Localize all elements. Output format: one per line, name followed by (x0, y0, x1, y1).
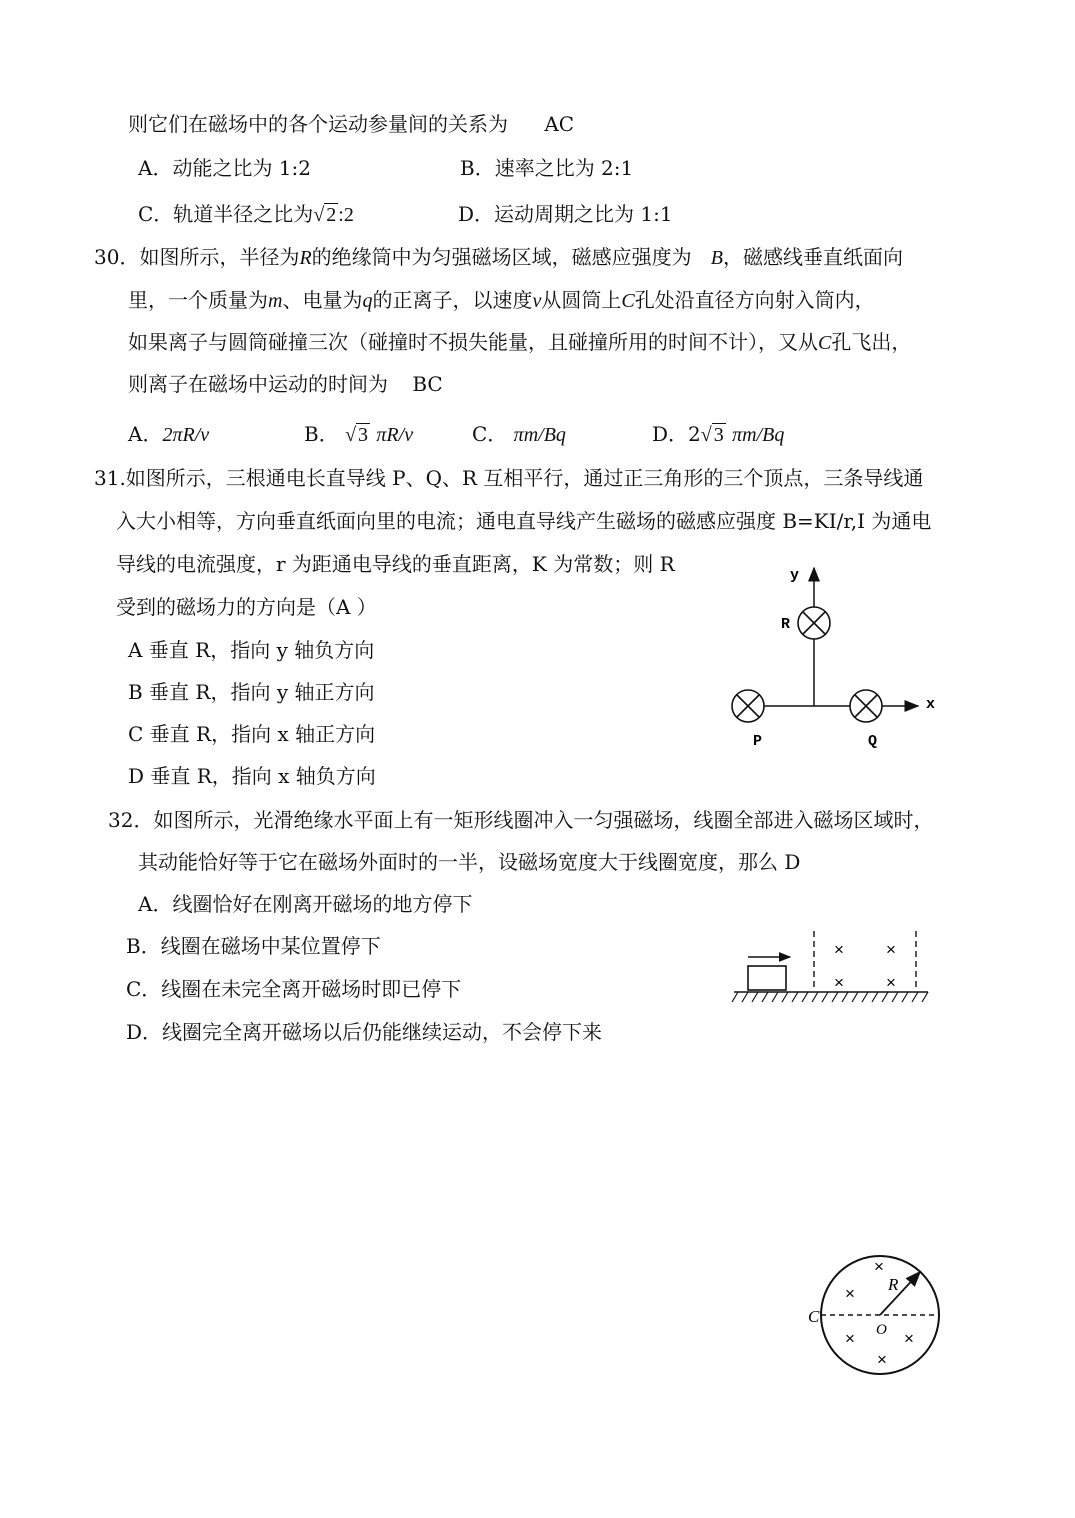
wire-Q-label: Q (868, 733, 878, 750)
q32-line1: 32．如图所示，光滑绝缘水平面上有一矩形线圈冲入一匀强磁场，线圈全部进入磁场区域时， (108, 808, 934, 832)
x-axis-label: x (926, 696, 936, 713)
q31-wire-figure (720, 560, 950, 760)
hole-C-label: C (808, 1307, 820, 1326)
q30-option-c (472, 420, 566, 449)
var-C: C (621, 290, 635, 312)
sqrt-symbol: √ (345, 424, 357, 446)
q30-option-a (128, 420, 209, 449)
q31-line3: 导线的电流强度，r 为距通电导线的垂直距离，K 为常数；则 R (116, 552, 675, 576)
option-expr: 2πR/v (162, 424, 210, 446)
q30-text: 的正离子，以速度 (372, 288, 533, 312)
field-cross-icon: × (834, 940, 844, 959)
q30-text: 里，一个质量为 (128, 288, 268, 312)
q30-text: 30．如图所示，半径为 (94, 245, 300, 269)
wire-R-icon (798, 607, 830, 639)
var-m: m (268, 290, 283, 312)
option-label: C． (472, 422, 508, 446)
q30-answer: BC (412, 372, 443, 396)
sqrt-symbol: √ (700, 424, 712, 446)
q29-option-b: B．速率之比为 2:1 (460, 156, 634, 180)
q30-text: 从圆筒上 (541, 288, 622, 312)
q30-line3 (128, 328, 911, 357)
var-C: C (818, 332, 832, 354)
sqrt-symbol: √ (313, 204, 325, 226)
radius-label: R (888, 1275, 899, 1294)
field-cross-icon: × (874, 1257, 884, 1276)
q31-option-b: B 垂直 R，指向 y 轴正方向 (128, 680, 375, 704)
q31-option-a: A 垂直 R，指向 y 轴负方向 (128, 638, 375, 662)
q30-text: 则离子在磁场中运动的时间为 (128, 372, 388, 396)
q30-text: 如果离子与圆筒碰撞三次（碰撞时不损失能量，且碰撞所用的时间不计），又从 (128, 330, 818, 354)
q29-stem-text: 则它们在磁场中的各个运动参量间的关系为 (128, 112, 508, 136)
q31-line2: 入大小相等，方向垂直纸面向里的电流；通电直导线产生磁场的磁感应强度 B=KI/r,I 为通电 (116, 509, 932, 533)
option-expr: πR/v (376, 424, 414, 446)
option-expr: πm/Bq (513, 424, 566, 446)
wire-P-icon (732, 690, 764, 722)
q31-option-c: C 垂直 R，指向 x 轴正方向 (128, 722, 376, 746)
radicand: 3 (358, 424, 369, 446)
q29-option-d: D．运动周期之比为 1:1 (458, 202, 673, 226)
q30-option-b (304, 420, 413, 449)
field-cross-icon: × (877, 1350, 887, 1369)
q31-line1: 31.如图所示，三根通电长直导线 P、Q、R 互相平行，通过正三角形的三个顶点，三条导线通 (94, 466, 924, 490)
option-label: B． (304, 422, 339, 446)
option-label: A． (128, 422, 163, 446)
field-cross-icon: × (845, 1284, 855, 1303)
q32-coil-figure (728, 925, 938, 1010)
q32-option-b: B．线圈在磁场中某位置停下 (126, 934, 381, 958)
q31-line4: 受到的磁场力的方向是（A ） (116, 595, 377, 619)
q30-cylinder-figure (800, 1248, 960, 1383)
var-R: R (299, 247, 312, 269)
q29-option-c (138, 200, 354, 229)
wire-R-label: R (781, 616, 791, 633)
q30-line4 (128, 370, 443, 398)
q30-text: 、电量为 (282, 288, 363, 312)
coil-rect (748, 966, 786, 990)
field-cross-icon: × (904, 1329, 914, 1348)
q30-text: 孔处沿直径方向射入筒内， (634, 288, 875, 312)
q30-text: ，磁感线垂直纸面向 (722, 245, 903, 269)
ground-hatch (732, 992, 928, 1002)
var-B: B (710, 247, 723, 269)
q29-stem (128, 110, 574, 138)
q30-option-d (652, 420, 784, 449)
q30-text: 孔飞出， (831, 330, 912, 354)
wire-P-label: P (753, 733, 763, 750)
q30-line2 (128, 286, 875, 315)
q30-line1 (94, 243, 903, 272)
radicand: 3 (713, 424, 724, 446)
q32-option-c: C．线圈在未完全离开磁场时即已停下 (126, 977, 462, 1001)
q29-option-c-suffix: :2 (338, 204, 354, 226)
var-v: v (532, 290, 542, 312)
y-axis-label: y (790, 567, 800, 584)
q29-option-a: A．动能之比为 1:2 (138, 156, 311, 180)
var-q: q (362, 290, 373, 312)
q29-option-c-text: C．轨道半径之比为 (138, 202, 314, 226)
q32-option-a: A．线圈恰好在刚离开磁场的地方停下 (138, 892, 473, 916)
option-label: D．2 (652, 422, 701, 446)
q30-text: 的绝缘筒中为匀强磁场区域，磁感应强度为 (311, 245, 692, 269)
center-O-label: O (876, 1322, 887, 1338)
q31-option-d: D 垂直 R，指向 x 轴负方向 (128, 764, 376, 788)
q29-answer: AC (544, 112, 575, 136)
field-cross-icon: × (845, 1329, 855, 1348)
option-expr: πm/Bq (732, 424, 785, 446)
wire-Q-icon (850, 690, 882, 722)
q32-option-d: D．线圈完全离开磁场以后仍能继续运动，不会停下来 (126, 1020, 603, 1044)
field-cross-icon: × (886, 940, 896, 959)
q29-option-c-radicand: 2 (326, 204, 337, 226)
q32-line2: 其动能恰好等于它在磁场外面时的一半，设磁场宽度大于线圈宽度，那么 D (138, 850, 801, 874)
field-cross-icon: × (834, 973, 844, 992)
field-cross-icon: × (886, 973, 896, 992)
